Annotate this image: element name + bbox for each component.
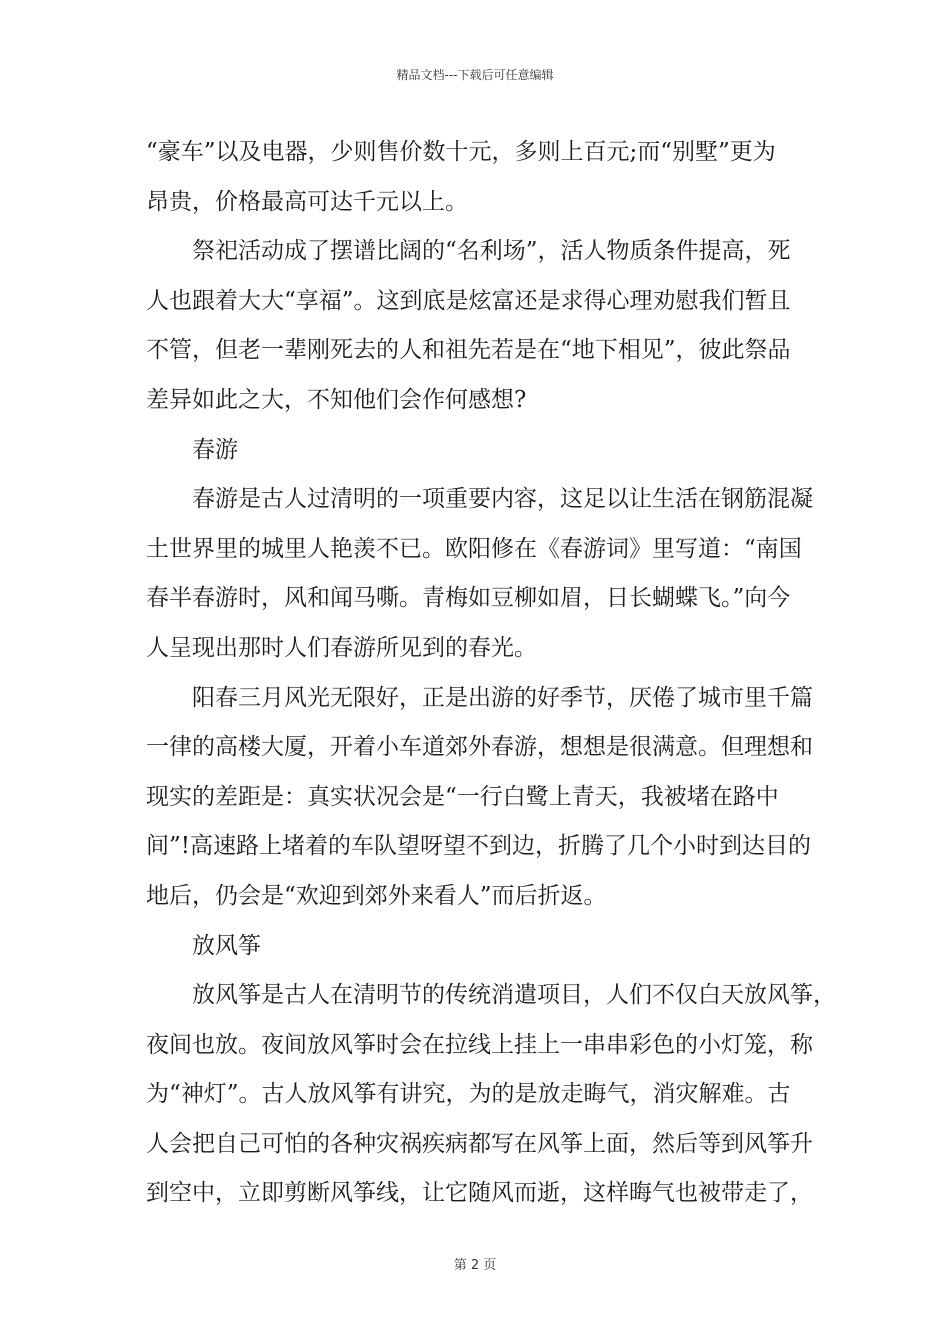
page-header: 精品文档---下载后可任意编辑 [396,68,554,82]
text-line: 人呈现出那时人们春游所见到的春光。 [146,634,537,661]
section-heading: 春游 [192,436,238,463]
text-line: 一律的高楼大厦，开着小车道郊外春游，想想是很满意。但理想和 [146,734,813,761]
section-heading: 放风筝 [192,932,261,959]
text-line: 人会把自己可怕的各种灾祸疾病都写在风筝上面，然后等到风筝升 [146,1130,813,1157]
paragraph-start: 放风筝是古人在清明节的传统消遣项目，人们不仅白天放风筝， [192,982,836,1009]
text-line: “豪车”以及电器，少则售价数十元，多则上百元;而“别墅”更为 [146,139,776,165]
page-number: 第 2 页 [453,1258,497,1273]
text-line: 昂贵，价格最高可达千元以上。 [146,188,468,215]
text-line: 现实的差距是：真实状况会是“一行白鹭上青天，我被堵在路中 [146,783,779,810]
text-line: 地后，仍会是“欢迎到郊外来看人”而后折返。 [146,882,607,909]
text-line: 不管，但老一辈刚死去的人和祖先若是在“地下相见”，彼此祭品 [146,337,791,364]
text-line: 土世界里的城里人艳羡不已。欧阳修在《春游词》里写道：“南国 [146,535,802,562]
text-line: 差异如此之大，不知他们会作何感想? [146,386,527,413]
paragraph-start: 春游是古人过清明的一项重要内容，这足以让生活在钢筋混凝 [192,486,813,513]
document-body [146,128,836,1219]
text-line: 为“神灯”。古人放风筝有讲究，为的是放走晦气，消灾解难。古 [146,1081,791,1108]
paragraph-start: 阳春三月风光无限好，正是出游的好季节，厌倦了城市里千篇 [192,684,813,711]
text-line: 间”!高速路上堵着的车队望呀望不到边，折腾了几个小时到达目的 [146,833,812,860]
paragraph-start: 祭祀活动成了摆谱比阔的“名利场”，活人物质条件提高，死 [192,238,791,265]
text-line: 夜间也放。夜间放风筝时会在拉线上挂上一串串彩色的小灯笼，称 [146,1031,813,1058]
text-line: 春半春游时，风和闻马嘶。青梅如豆柳如眉，日长蝴蝶飞。”向今 [146,585,791,612]
text-line: 到空中，立即剪断风筝线，让它随风而逝，这样晦气也被带走了， [146,1180,813,1207]
text-line: 人也跟着大大“享福”。这到底是炫富还是求得心理劝慰我们暂且 [146,287,791,314]
